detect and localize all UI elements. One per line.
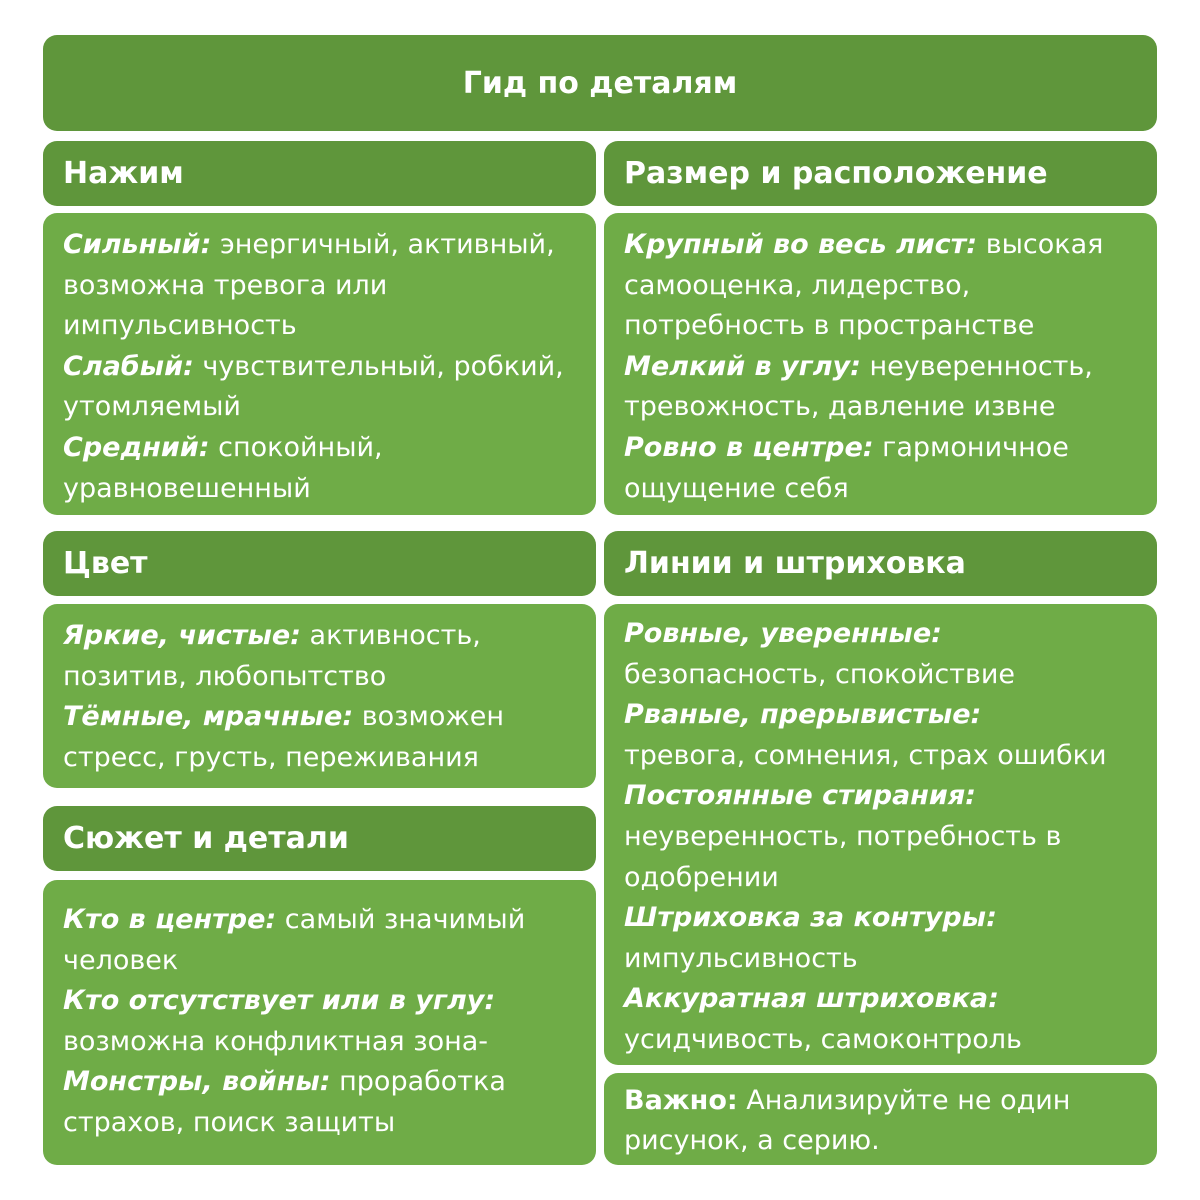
color-term-dark: Тёмные, мрачные:	[63, 701, 354, 733]
lines-text-neat: усидчивость, самоконтроль	[624, 1023, 1022, 1055]
plot-item-monsters	[63, 1062, 578, 1143]
lines-item-outside	[624, 898, 1139, 979]
plot-term-center: Кто в центре:	[63, 904, 277, 935]
plot-body	[43, 880, 596, 1165]
size-text-small: неуверенность, тревожность, давление извне	[624, 350, 1093, 423]
size-term-large: Крупный во весь лист:	[624, 229, 978, 260]
size-term-small: Мелкий в углу:	[624, 350, 861, 382]
important-note	[604, 1073, 1157, 1165]
lines-text-erasing: неуверенность, потребность в одобрении	[624, 820, 1062, 893]
color-text-dark: возможен стресс, грусть, переживания	[63, 701, 505, 773]
lines-term-neat: Аккуратная штриховка:	[624, 983, 999, 1015]
lines-text-outside: импульсивность	[624, 942, 858, 974]
size-item-center	[624, 428, 1139, 509]
pressure-body	[43, 213, 596, 515]
lines-item-even	[624, 614, 1139, 695]
plot-term-absent: Кто отсутствует или в углу:	[63, 985, 496, 1017]
pressure-term-weak: Слабый:	[63, 350, 194, 382]
size-header: Размер и расположение	[604, 141, 1157, 206]
color-item-bright	[63, 616, 578, 697]
lines-header: Линии и штриховка	[604, 531, 1157, 596]
size-text-large: высокая самооценка, лидерство, потребность в пространстве	[624, 229, 1104, 342]
lines-body	[604, 604, 1157, 1065]
plot-text-monsters: проработка страхов, поиск защиты	[63, 1066, 506, 1138]
page-title: Гид по деталям	[43, 35, 1157, 131]
pressure-text-strong: энергичный, активный, возможна тревога или импульсивность	[63, 229, 555, 342]
pressure-header: Нажим	[43, 141, 596, 206]
size-term-center: Ровно в центре:	[624, 431, 874, 463]
lines-item-broken	[624, 695, 1139, 776]
plot-term-monsters: Монстры, войны:	[63, 1066, 331, 1098]
important-text: Анализируйте не один рисунок, а серию.	[624, 1085, 1071, 1156]
size-body	[604, 213, 1157, 515]
plot-header: Сюжет и детали	[43, 806, 596, 871]
color-text-bright: активность, позитив, любопытство	[63, 620, 481, 692]
size-item-small	[624, 347, 1139, 428]
lines-item-neat	[624, 979, 1139, 1060]
color-body	[43, 604, 596, 788]
lines-term-broken: Рваные, прерывистые:	[624, 699, 982, 731]
pressure-item-strong	[63, 225, 578, 347]
lines-text-broken: тревога, сомнения, страх ошибки	[624, 739, 1107, 771]
pressure-item-medium	[63, 428, 578, 509]
lines-term-erasing: Постоянные стирания:	[624, 780, 976, 812]
lines-text-even: безопасность, спокойствие	[624, 658, 1016, 690]
size-item-large	[624, 225, 1139, 347]
plot-item-absent	[63, 981, 578, 1062]
pressure-text-weak: чувствительный, робкий, утомляемый	[63, 350, 564, 423]
pressure-text-medium: спокойный, уравновешенный	[63, 431, 383, 504]
color-item-dark	[63, 697, 578, 778]
plot-item-center	[63, 900, 578, 981]
lines-term-outside: Штриховка за контуры:	[624, 902, 997, 934]
color-term-bright: Яркие, чистые:	[63, 620, 301, 651]
plot-text-center: самый значимый человек	[63, 904, 526, 976]
pressure-term-medium: Средний:	[63, 431, 210, 463]
pressure-term-strong: Сильный:	[63, 229, 212, 260]
lines-item-erasing	[624, 776, 1139, 898]
lines-term-even: Ровные, уверенные:	[624, 618, 942, 649]
color-header: Цвет	[43, 531, 596, 596]
size-text-center: гармоничное ощущение себя	[624, 431, 1069, 504]
important-label: Важно:	[624, 1085, 738, 1116]
pressure-item-weak	[63, 347, 578, 428]
plot-text-absent: возможна конфликтная зона-	[63, 1025, 489, 1057]
